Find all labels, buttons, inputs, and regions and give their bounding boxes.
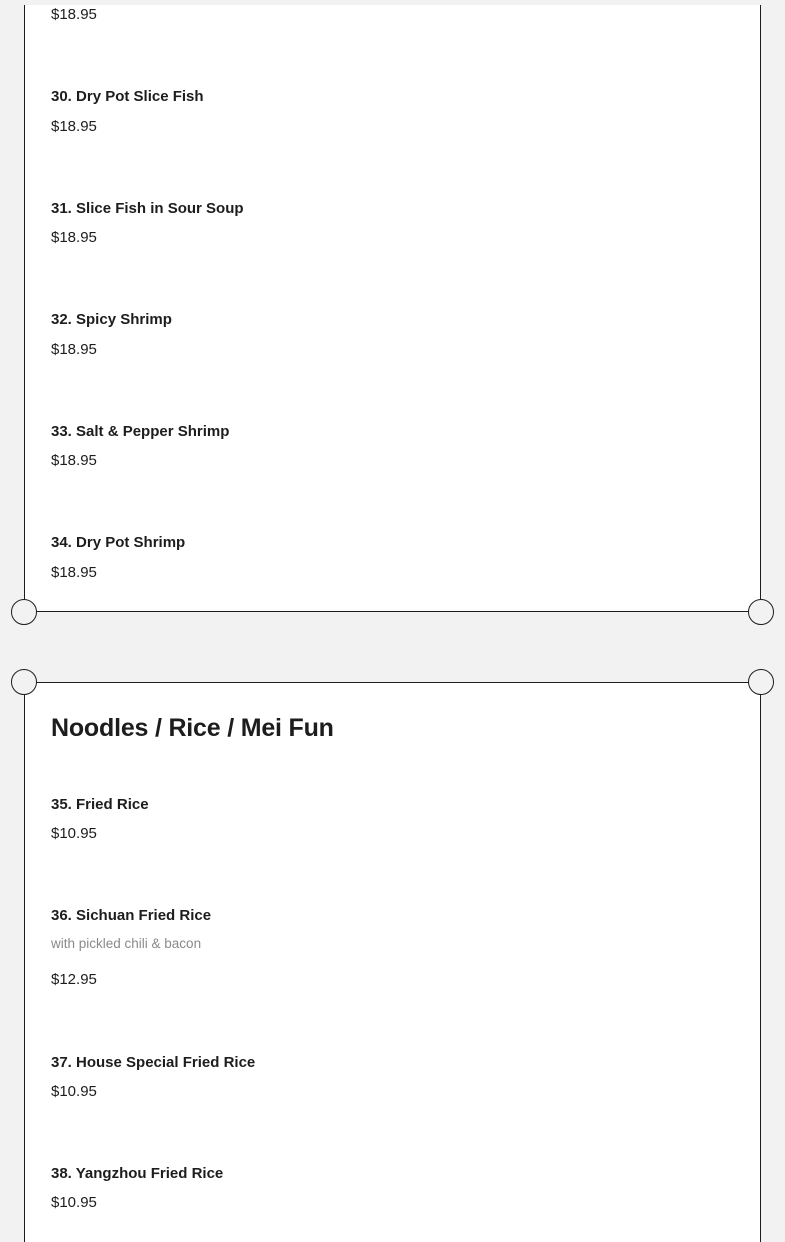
menu-item[interactable] xyxy=(51,87,734,137)
card-bottom-padding xyxy=(51,583,734,611)
item-name: 34. Dry Pot Shrimp xyxy=(51,534,186,552)
card-notch-bottom-left xyxy=(11,599,37,625)
menu-item[interactable] xyxy=(51,533,734,583)
item-price: $10.95 xyxy=(51,825,97,842)
item-name: 32. Spicy Shrimp xyxy=(51,311,172,329)
card-bottom-padding xyxy=(51,1214,734,1242)
menu-item[interactable] xyxy=(51,1164,734,1214)
item-name: 36. Sichuan Fried Rice xyxy=(51,907,212,925)
menu-item[interactable] xyxy=(51,5,734,25)
item-price: $18.95 xyxy=(51,6,97,23)
card-notch-bottom-right xyxy=(748,599,774,625)
section-gap xyxy=(0,612,785,682)
menu-item-list xyxy=(51,5,734,583)
item-price: $18.95 xyxy=(51,117,97,135)
item-price: $18.95 xyxy=(51,563,97,581)
menu-item[interactable] xyxy=(51,422,734,472)
section-title: Noodles / Rice / Mei Fun xyxy=(51,713,334,742)
item-name: 35. Fried Rice xyxy=(51,795,149,813)
menu-item[interactable] xyxy=(51,795,734,845)
menu-item[interactable] xyxy=(51,1053,734,1103)
item-name: 37. House Special Fried Rice xyxy=(51,1053,256,1071)
card-notch-top-left xyxy=(11,669,37,695)
item-price: $18.95 xyxy=(51,229,97,246)
item-description: with pickled chili & bacon xyxy=(51,935,202,951)
item-price: $10.95 xyxy=(51,1082,97,1100)
menu-section-card-seafood xyxy=(24,5,761,612)
item-price: $18.95 xyxy=(51,340,97,358)
menu-item[interactable] xyxy=(51,310,734,360)
item-name: 38. Yangzhou Fried Rice xyxy=(51,1165,224,1183)
item-price: $12.95 xyxy=(51,971,97,989)
menu-item[interactable] xyxy=(51,199,734,249)
item-name: 30. Dry Pot Slice Fish xyxy=(51,88,204,106)
item-name: 31. Slice Fish in Sour Soup xyxy=(51,199,244,217)
item-price: $18.95 xyxy=(51,452,97,469)
card-notch-top-right xyxy=(748,669,774,695)
menu-item-list xyxy=(51,795,734,1214)
item-name: 33. Salt & Pepper Shrimp xyxy=(51,422,230,440)
item-price: $10.95 xyxy=(51,1194,97,1212)
menu-item[interactable] xyxy=(51,906,734,990)
